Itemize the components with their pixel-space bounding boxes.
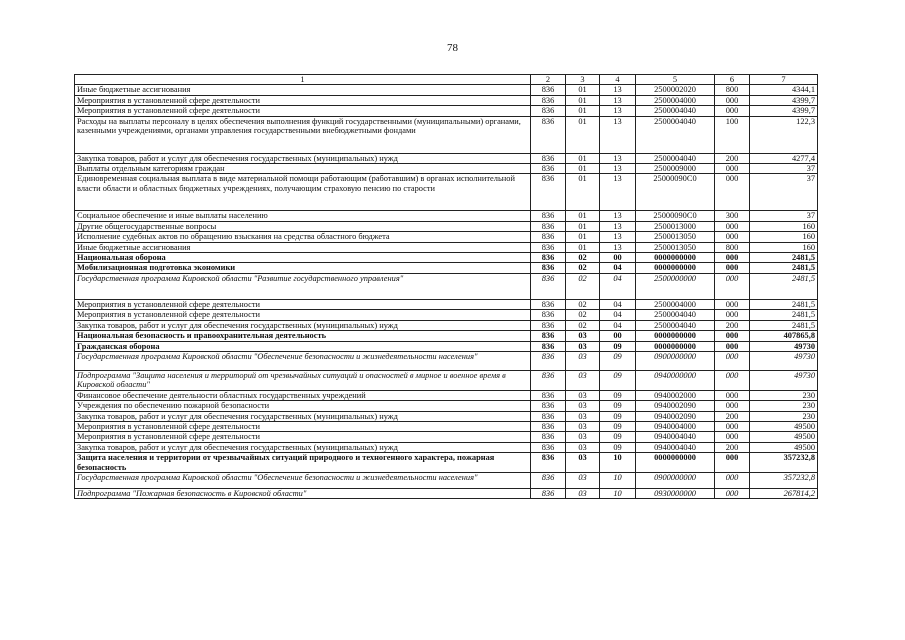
row-sum-cell: 2481,5	[750, 263, 818, 273]
row-name-cell: Мероприятия в установленной сфере деятельности	[75, 421, 531, 431]
row-name-cell: Расходы на выплаты персоналу в целях обеспечения выполнения функций государственными (муниципальными) органами, казенными учреждениями, органами управления государственными внебюджетными фондами	[75, 116, 531, 153]
row-section-cell: 01	[566, 85, 600, 95]
row-section-cell: 02	[566, 273, 600, 299]
row-section-cell: 03	[566, 453, 600, 473]
row-name-cell: Единовременная социальная выплата в виде материальной помощи работающим (работавшим) в органах исполнительной власти области и областных бюджетных учреждениях, получающим страховую пенсию по старости	[75, 174, 531, 211]
row-type-cell: 000	[715, 401, 750, 411]
table-row	[75, 273, 818, 299]
row-section-cell: 01	[566, 174, 600, 211]
row-section-cell: 03	[566, 341, 600, 351]
row-section-cell: 02	[566, 263, 600, 273]
row-subsection-cell: 09	[600, 401, 636, 411]
row-subsection-cell: 13	[600, 211, 636, 221]
row-subsection-cell: 00	[600, 331, 636, 341]
row-subsection-cell: 04	[600, 320, 636, 330]
row-target-cell: 0000000000	[636, 453, 715, 473]
row-type-cell: 100	[715, 116, 750, 153]
row-code-cell: 836	[531, 370, 566, 390]
row-sum-cell: 37	[750, 174, 818, 211]
row-subsection-cell: 10	[600, 453, 636, 473]
row-subsection-cell: 09	[600, 442, 636, 452]
table-row	[75, 390, 818, 400]
row-subsection-cell: 04	[600, 310, 636, 320]
table-row	[75, 116, 818, 153]
row-subsection-cell: 13	[600, 164, 636, 174]
row-target-cell: 0000000000	[636, 341, 715, 351]
row-code-cell: 836	[531, 273, 566, 299]
row-target-cell: 0000000000	[636, 253, 715, 263]
row-name-cell: Закупка товаров, работ и услуг для обеспечения государственных (муниципальных) нужд	[75, 411, 531, 421]
table-row	[75, 253, 818, 263]
row-section-cell: 02	[566, 310, 600, 320]
header-cell: 3	[566, 75, 600, 85]
row-type-cell: 000	[715, 232, 750, 242]
row-code-cell: 836	[531, 116, 566, 153]
row-name-cell: Мероприятия в установленной сфере деятельности	[75, 310, 531, 320]
row-subsection-cell: 10	[600, 472, 636, 488]
table-row	[75, 153, 818, 163]
row-target-cell: 25000090С0	[636, 211, 715, 221]
row-section-cell: 03	[566, 488, 600, 498]
row-name-cell: Закупка товаров, работ и услуг для обеспечения государственных (муниципальных) нужд	[75, 442, 531, 452]
row-sum-cell: 49500	[750, 432, 818, 442]
row-section-cell: 03	[566, 432, 600, 442]
row-target-cell: 0940002000	[636, 390, 715, 400]
row-sum-cell: 49500	[750, 442, 818, 452]
table-row	[75, 453, 818, 473]
row-code-cell: 836	[531, 472, 566, 488]
row-target-cell: 2500004000	[636, 299, 715, 309]
row-target-cell: 0940002090	[636, 401, 715, 411]
row-name-cell: Мероприятия в установленной сфере деятельности	[75, 432, 531, 442]
row-subsection-cell: 13	[600, 106, 636, 116]
row-type-cell: 000	[715, 263, 750, 273]
row-code-cell: 836	[531, 263, 566, 273]
row-section-cell: 01	[566, 116, 600, 153]
row-sum-cell: 49730	[750, 341, 818, 351]
row-target-cell: 2500004040	[636, 153, 715, 163]
table-row	[75, 370, 818, 390]
row-name-cell: Подпрограмма "Пожарная безопасность в Кировской области"	[75, 488, 531, 498]
row-sum-cell: 2481,5	[750, 253, 818, 263]
row-target-cell: 0940004040	[636, 432, 715, 442]
budget-table	[74, 74, 818, 499]
row-subsection-cell: 13	[600, 85, 636, 95]
row-name-cell: Закупка товаров, работ и услуг для обеспечения государственных (муниципальных) нужд	[75, 153, 531, 163]
row-sum-cell: 2481,5	[750, 320, 818, 330]
row-type-cell: 000	[715, 221, 750, 231]
table-row	[75, 221, 818, 231]
row-type-cell: 200	[715, 442, 750, 452]
row-target-cell: 0000000000	[636, 263, 715, 273]
table-row	[75, 164, 818, 174]
table-row	[75, 242, 818, 252]
row-target-cell: 0930000000	[636, 488, 715, 498]
row-name-cell: Иные бюджетные ассигнования	[75, 242, 531, 252]
row-target-cell: 2500013000	[636, 221, 715, 231]
row-type-cell: 000	[715, 174, 750, 211]
row-target-cell: 0900000000	[636, 351, 715, 370]
row-sum-cell: 37	[750, 164, 818, 174]
row-name-cell: Мероприятия в установленной сфере деятельности	[75, 95, 531, 105]
row-code-cell: 836	[531, 331, 566, 341]
row-section-cell: 01	[566, 164, 600, 174]
row-target-cell: 0940004000	[636, 421, 715, 431]
page-number: 78	[447, 42, 458, 54]
row-type-cell: 200	[715, 153, 750, 163]
header-cell: 7	[750, 75, 818, 85]
table-row	[75, 442, 818, 452]
row-type-cell: 000	[715, 351, 750, 370]
row-section-cell: 03	[566, 442, 600, 452]
table-row	[75, 320, 818, 330]
row-name-cell: Государственная программа Кировской области "Развитие государственного управления"	[75, 273, 531, 299]
row-type-cell: 000	[715, 341, 750, 351]
row-type-cell: 000	[715, 95, 750, 105]
row-sum-cell: 2481,5	[750, 310, 818, 320]
row-subsection-cell: 09	[600, 411, 636, 421]
row-target-cell: 2500004040	[636, 310, 715, 320]
row-type-cell: 000	[715, 432, 750, 442]
header-cell: 2	[531, 75, 566, 85]
row-name-cell: Гражданская оборона	[75, 341, 531, 351]
row-sum-cell: 230	[750, 401, 818, 411]
row-type-cell: 300	[715, 211, 750, 221]
table-row	[75, 85, 818, 95]
row-sum-cell: 122,3	[750, 116, 818, 153]
row-target-cell: 25000090С0	[636, 174, 715, 211]
row-type-cell: 000	[715, 310, 750, 320]
table-row	[75, 106, 818, 116]
row-target-cell: 2500002020	[636, 85, 715, 95]
row-subsection-cell: 09	[600, 341, 636, 351]
row-code-cell: 836	[531, 442, 566, 452]
row-name-cell: Выплаты отдельным категориям граждан	[75, 164, 531, 174]
row-type-cell: 000	[715, 299, 750, 309]
row-name-cell: Защита населения и территории от чрезвычайных ситуаций природного и техногенного характера, пожарная безопасность	[75, 453, 531, 473]
row-name-cell: Мероприятия в установленной сфере деятельности	[75, 106, 531, 116]
row-code-cell: 836	[531, 242, 566, 252]
row-sum-cell: 160	[750, 232, 818, 242]
header-cell: 6	[715, 75, 750, 85]
row-code-cell: 836	[531, 174, 566, 211]
row-sum-cell: 4399,7	[750, 106, 818, 116]
row-sum-cell: 37	[750, 211, 818, 221]
row-subsection-cell: 13	[600, 116, 636, 153]
row-section-cell: 01	[566, 153, 600, 163]
row-type-cell: 000	[715, 273, 750, 299]
row-code-cell: 836	[531, 253, 566, 263]
row-type-cell: 800	[715, 85, 750, 95]
row-name-cell: Закупка товаров, работ и услуг для обеспечения государственных (муниципальных) нужд	[75, 320, 531, 330]
row-section-cell: 03	[566, 390, 600, 400]
row-code-cell: 836	[531, 95, 566, 105]
row-subsection-cell: 10	[600, 488, 636, 498]
table-row	[75, 211, 818, 221]
row-section-cell: 01	[566, 95, 600, 105]
row-sum-cell: 4277,4	[750, 153, 818, 163]
row-target-cell: 2500000000	[636, 273, 715, 299]
row-section-cell: 03	[566, 401, 600, 411]
row-section-cell: 03	[566, 411, 600, 421]
row-subsection-cell: 13	[600, 174, 636, 211]
row-code-cell: 836	[531, 221, 566, 231]
row-subsection-cell: 09	[600, 370, 636, 390]
row-code-cell: 836	[531, 153, 566, 163]
row-sum-cell: 4399,7	[750, 95, 818, 105]
row-type-cell: 000	[715, 472, 750, 488]
row-sum-cell: 2481,5	[750, 299, 818, 309]
row-target-cell: 2500004040	[636, 106, 715, 116]
row-section-cell: 01	[566, 221, 600, 231]
row-sum-cell: 4344,1	[750, 85, 818, 95]
row-code-cell: 836	[531, 488, 566, 498]
row-name-cell: Мероприятия в установленной сфере деятельности	[75, 299, 531, 309]
table-row	[75, 351, 818, 370]
row-code-cell: 836	[531, 211, 566, 221]
row-target-cell: 0900000000	[636, 472, 715, 488]
row-type-cell: 000	[715, 253, 750, 263]
row-code-cell: 836	[531, 310, 566, 320]
row-type-cell: 000	[715, 453, 750, 473]
row-target-cell: 0000000000	[636, 331, 715, 341]
table-row	[75, 299, 818, 309]
row-name-cell: Национальная оборона	[75, 253, 531, 263]
row-section-cell: 01	[566, 232, 600, 242]
row-sum-cell: 267814,2	[750, 488, 818, 498]
row-subsection-cell: 13	[600, 232, 636, 242]
row-section-cell: 01	[566, 106, 600, 116]
table-row	[75, 411, 818, 421]
header-row	[75, 75, 818, 85]
row-code-cell: 836	[531, 401, 566, 411]
row-target-cell: 0940002090	[636, 411, 715, 421]
row-section-cell: 03	[566, 351, 600, 370]
row-target-cell: 2500004040	[636, 116, 715, 153]
row-subsection-cell: 13	[600, 153, 636, 163]
header-cell: 1	[75, 75, 531, 85]
row-type-cell: 000	[715, 164, 750, 174]
row-target-cell: 2500013050	[636, 242, 715, 252]
row-sum-cell: 2481,5	[750, 273, 818, 299]
table-row	[75, 331, 818, 341]
row-section-cell: 03	[566, 472, 600, 488]
row-type-cell: 000	[715, 421, 750, 431]
row-section-cell: 02	[566, 253, 600, 263]
row-section-cell: 01	[566, 242, 600, 252]
row-type-cell: 200	[715, 411, 750, 421]
row-subsection-cell: 09	[600, 421, 636, 431]
row-section-cell: 03	[566, 331, 600, 341]
row-code-cell: 836	[531, 432, 566, 442]
row-code-cell: 836	[531, 106, 566, 116]
table-row	[75, 263, 818, 273]
row-code-cell: 836	[531, 411, 566, 421]
row-name-cell: Подпрограмма "Защита населения и территорий от чрезвычайных ситуаций и опасностей в мирное и военное время в Кировской области"	[75, 370, 531, 390]
row-name-cell: Мобилизационная подготовка экономики	[75, 263, 531, 273]
row-sum-cell: 230	[750, 390, 818, 400]
table-row	[75, 232, 818, 242]
row-code-cell: 836	[531, 320, 566, 330]
row-name-cell: Учреждения по обеспечению пожарной безопасности	[75, 401, 531, 411]
row-type-cell: 000	[715, 488, 750, 498]
row-section-cell: 01	[566, 211, 600, 221]
row-code-cell: 836	[531, 164, 566, 174]
row-subsection-cell: 09	[600, 351, 636, 370]
row-sum-cell: 49730	[750, 351, 818, 370]
table-row	[75, 472, 818, 488]
row-name-cell: Исполнение судебных актов по обращению взыскания на средства областного бюджета	[75, 232, 531, 242]
row-sum-cell: 357232,8	[750, 472, 818, 488]
row-type-cell: 000	[715, 370, 750, 390]
row-subsection-cell: 13	[600, 95, 636, 105]
row-type-cell: 000	[715, 390, 750, 400]
table-row	[75, 401, 818, 411]
row-target-cell: 2500004000	[636, 95, 715, 105]
row-sum-cell: 357232,8	[750, 453, 818, 473]
row-sum-cell: 230	[750, 411, 818, 421]
table-row	[75, 421, 818, 431]
row-type-cell: 000	[715, 331, 750, 341]
row-name-cell: Государственная программа Кировской области "Обеспечение безопасности и жизнедеятельности населения"	[75, 351, 531, 370]
row-sum-cell: 49730	[750, 370, 818, 390]
row-code-cell: 836	[531, 453, 566, 473]
row-type-cell: 200	[715, 320, 750, 330]
row-target-cell: 2500013050	[636, 232, 715, 242]
row-code-cell: 836	[531, 390, 566, 400]
row-subsection-cell: 04	[600, 263, 636, 273]
row-sum-cell: 49500	[750, 421, 818, 431]
table-row	[75, 95, 818, 105]
row-target-cell: 2500009000	[636, 164, 715, 174]
table-row	[75, 310, 818, 320]
row-code-cell: 836	[531, 341, 566, 351]
row-sum-cell: 407865,8	[750, 331, 818, 341]
row-section-cell: 03	[566, 370, 600, 390]
row-name-cell: Иные бюджетные ассигнования	[75, 85, 531, 95]
row-subsection-cell: 04	[600, 273, 636, 299]
row-subsection-cell: 09	[600, 432, 636, 442]
row-code-cell: 836	[531, 232, 566, 242]
row-sum-cell: 160	[750, 221, 818, 231]
row-name-cell: Финансовое обеспечение деятельности областных государственных учреждений	[75, 390, 531, 400]
table-row	[75, 488, 818, 498]
row-name-cell: Национальная безопасность и правоохранительная деятельность	[75, 331, 531, 341]
row-target-cell: 2500004040	[636, 320, 715, 330]
table-row	[75, 174, 818, 211]
row-sum-cell: 160	[750, 242, 818, 252]
row-code-cell: 836	[531, 299, 566, 309]
row-subsection-cell: 09	[600, 390, 636, 400]
row-subsection-cell: 13	[600, 221, 636, 231]
row-code-cell: 836	[531, 351, 566, 370]
row-name-cell: Другие общегосударственные вопросы	[75, 221, 531, 231]
table-row	[75, 432, 818, 442]
header-cell: 4	[600, 75, 636, 85]
row-code-cell: 836	[531, 421, 566, 431]
row-type-cell: 800	[715, 242, 750, 252]
row-subsection-cell: 00	[600, 253, 636, 263]
row-target-cell: 0940000000	[636, 370, 715, 390]
row-subsection-cell: 13	[600, 242, 636, 252]
table-row	[75, 341, 818, 351]
row-subsection-cell: 04	[600, 299, 636, 309]
row-section-cell: 03	[566, 421, 600, 431]
row-section-cell: 02	[566, 299, 600, 309]
row-name-cell: Государственная программа Кировской области "Обеспечение безопасности и жизнедеятельности населения"	[75, 472, 531, 488]
row-section-cell: 02	[566, 320, 600, 330]
row-name-cell: Социальное обеспечение и иные выплаты населению	[75, 211, 531, 221]
row-target-cell: 0940004040	[636, 442, 715, 452]
header-cell: 5	[636, 75, 715, 85]
row-type-cell: 000	[715, 106, 750, 116]
row-code-cell: 836	[531, 85, 566, 95]
